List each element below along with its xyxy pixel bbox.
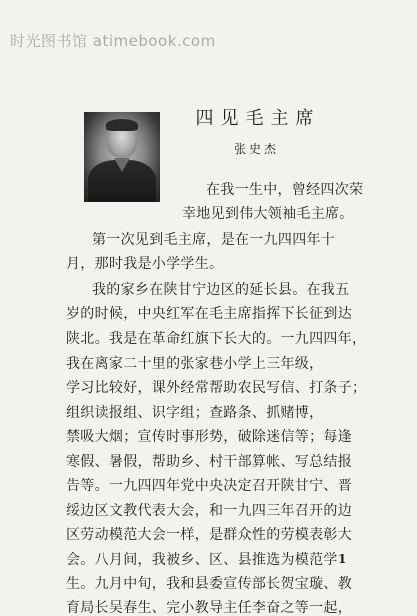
body-line: 绥边区文教代表大会，和一九四三年召开的边 (66, 503, 352, 519)
body-line: 区劳动模范大会一样，是群众性的劳模表彰大 (66, 527, 352, 543)
body-line: 禁吸大烟；宣传时事形势，破除迷信等；每逢 (66, 429, 352, 445)
body-line: 生。九月中旬，我和县委宣传部长贺宝璇、教 (66, 576, 352, 592)
body-line: 组织读报组、识字组；查路条、抓赌博， (66, 405, 324, 421)
body-line: 岁的时候，中央红军在毛主席指挥下长征到达 (66, 306, 352, 322)
body-line: 第一次见到毛主席，是在一九四四年十 (92, 232, 336, 248)
body-line: 幸地见到伟大领袖毛主席。 (182, 206, 354, 222)
body-line: 育局长吴春生、完小教导主任李奋之等一起， (66, 600, 352, 616)
body-line: 我的家乡在陕甘宁边区的延长县。在我五 (92, 282, 350, 298)
article-title: 四见毛主席 (195, 108, 321, 129)
article-author: 张史杰 (234, 142, 280, 156)
body-line: 会。八月间，我被乡、区、县推选为模范学 (66, 552, 338, 568)
watermark: 时光图书馆 atimebook.com (10, 32, 216, 50)
page-number: 1 (338, 552, 347, 566)
author-portrait-photo (84, 112, 160, 202)
body-line: 在我一生中，曾经四次荣 (206, 182, 364, 198)
body-line: 学习比较好，课外经常帮助农民写信、打条子； (66, 380, 367, 396)
body-line: 我在离家二十里的张家巷小学上三年级， (66, 356, 324, 372)
portrait-hair (106, 119, 138, 131)
body-line: 月，那时我是小学学生。 (66, 256, 224, 272)
body-line: 告等。一九四四年党中央决定召开陕甘宁、晋 (66, 478, 352, 494)
body-line: 寒假、暑假，帮助乡、村干部算帐、写总结报 (66, 454, 352, 470)
body-line: 陕北。我是在革命红旗下长大的。一九四四年， (66, 331, 367, 347)
